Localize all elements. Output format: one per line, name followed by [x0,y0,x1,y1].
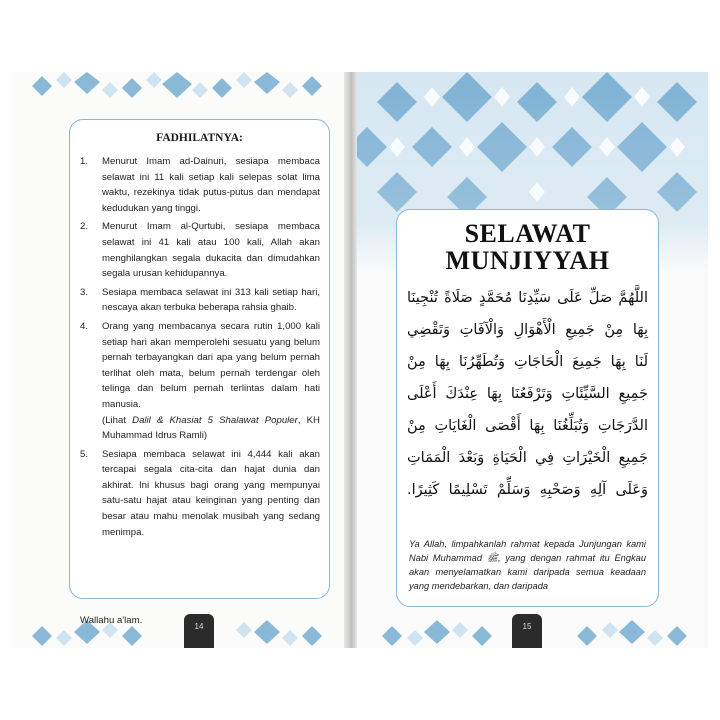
arabic-line: الدَّرَجَاتِ وَتُبَلِّغُنَا بِهَا أَقْصَى الْغَايَاتِ مِنْ [407,418,648,434]
arabic-line: جَمِيعِ الْخَيْرَاتِ فِي الْحَيَاةِ وَبَعْدَ الْمَمَاتِ [407,450,648,466]
list-item: 1. Menurut Imam ad-Dainuri, sesiapa membaca selawat ini 11 kali setiap kali selepas solat lima waktu, rezekinya tidak putus-putus dan mendapat kedudukan yang tinggi. [80,156,320,214]
closing-text: Wallahu a'lam. [80,615,143,626]
list-item: 4. Orang yang membacanya secara rutin 1,000 kali setiap hari akan memperolehi sesuatu yang belum pernah terbayangkan dari apa yang belum pernah terlihat oleh mata, belum pernah terdengar oleh telinga dan belum pernah terlintas dalam hati manusia. (Lihat Dalil & Khasiat 5 Shalawat Populer, KH Muhammad Idrus Ramli) [80,319,320,444]
ornament-pattern-top-left [12,72,344,112]
arabic-line: بِهَا مِنْ جَمِيعِ الْأَهْوَالِ وَالْآفَاتِ وَتَقْضِي [407,322,648,338]
list-item: 3. Sesiapa membaca selawat ini 313 kali setiap hari, nescaya akan terbuka beberapa rahsia ghaib. [80,286,320,314]
arabic-line: لَنَا بِهَا جَمِيعَ الْحَاجَاتِ وَتُطَهِّرُنَا بِهَا مِنْ [407,354,648,370]
arabic-text [407,282,648,506]
list-item: 2. Menurut Imam al-Qurtubi, sesiapa membaca selawat ini 41 kali atau 100 kali, Allah akan menghilangkan segala dukacita dan dimudahkan segala urusan kehidupannya. [80,221,320,280]
left-page [12,72,344,648]
reference-note: (Lihat Dalil & Khasiat 5 Shalawat Populer, KH Muhammad Idrus Ramli) [102,414,320,442]
arabic-line: جَمِيعِ السَّيِّئَاتِ وَتَرْفَعُنَا بِهَا عِنْدَكَ أَعْلَى [407,386,648,402]
right-page [357,72,708,648]
benefits-list [80,154,320,543]
page-number: 14 [194,622,204,631]
translation-text: Ya Allah, limpahkanlah rahmat kepada Junjungan kami Nabi Muhammad ﷺ, yang dengan rahmat itu Engkau akan menyelamatkan kami daripada semua keadaan yang mendebarkan, dan daripada [409,539,646,591]
page-number-tab-right [512,614,542,648]
page-number-tab-left [184,614,214,648]
benefits-heading: FADHILATNYA: [156,132,243,144]
arabic-line: وَعَلَى آلِهِ وَصَحْبِهِ وَسَلِّمْ تَسْلِيمًا كَثِيرًا. [407,482,648,498]
list-item: 5. Sesiapa membaca selawat ini 4,444 kali akan tercapai segala cita-cita dan hajat dunia dan akhirat. Ini khusus bagi orang yang mempunyai satu-satu hajat atau keinginan yang penting dan besar atau mahu menolak musibah yang sedang menimpa. [80,448,320,538]
selawat-title: SELAWAT MUNJIYYAH [445,219,610,275]
benefits-card [69,119,330,626]
arabic-line: اللَّهُمَّ صَلِّ عَلَى سَيِّدِنَا مُحَمَّدٍ صَلَاةً تُنْجِينَا [407,290,648,306]
book-gutter [344,72,357,648]
selawat-card [396,209,659,607]
ornament-pattern-bottom-left [12,612,344,648]
page-number: 15 [522,622,532,631]
